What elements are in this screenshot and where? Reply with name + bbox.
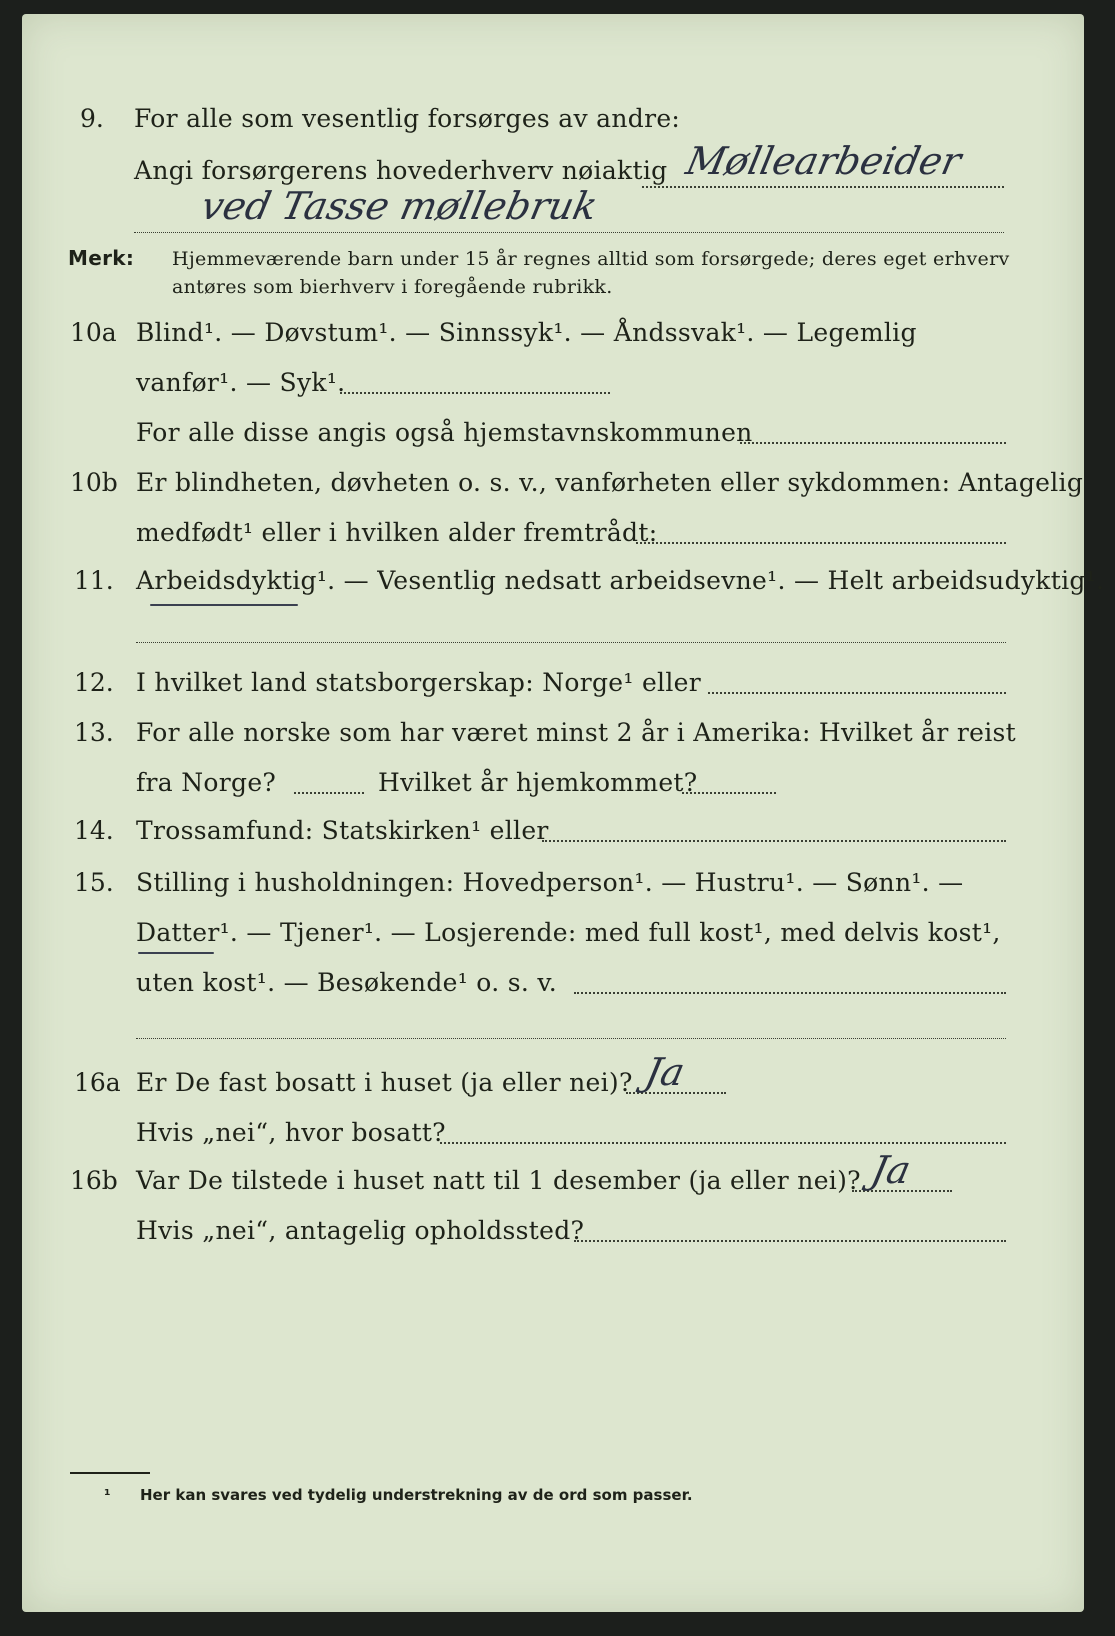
q15-number: 15. [74, 868, 114, 897]
q9-answer-line1 [642, 186, 1004, 188]
q9-text-line1: For alle som vesentlig forsørges av andre: [134, 104, 681, 133]
q12-answer-line [708, 692, 1006, 694]
q15-answer-line2 [136, 1038, 1006, 1039]
q16b-handwritten-answer: Ja [867, 1148, 915, 1192]
q16b-text-line2: Hvis „nei“, antagelig opholdssted? [136, 1216, 585, 1245]
census-form-page [22, 14, 1105, 1612]
q15-handwritten-underline [138, 952, 214, 954]
footnote-marker: ¹ [104, 1486, 111, 1504]
q10a-text-line1: Blind¹. — Døvstum¹. — Sinnssyk¹. — Åndssvak¹. — Legemlig [136, 318, 917, 347]
q10b-text-line1: Er blindheten, døvheten o. s. v., vanførheten eller sykdommen: Antagelig [136, 468, 1084, 497]
q9-number: 9. [80, 104, 104, 133]
q12-number: 12. [74, 668, 114, 697]
q16a-handwritten-answer: Ja [641, 1050, 689, 1094]
q16b-text-line1: Var De tilstede i huset natt til 1 desember (ja eller nei)? [136, 1166, 861, 1195]
q16b-number: 16b [70, 1166, 118, 1195]
q15-text-line1: Stilling i husholdningen: Hovedperson¹. — Hustru¹. — Sønn¹. — [136, 868, 964, 897]
q10b-text-line2: medfødt¹ eller i hvilken alder fremtrådt: [136, 518, 658, 547]
q10a-kommune-line [740, 442, 1006, 444]
q16a-text-line1: Er De fast bosatt i huset (ja eller nei)? [136, 1068, 633, 1097]
q11-text: Arbeidsdyktig¹. — Vesentlig nedsatt arbeidsevne¹. — Helt arbeidsudyktig¹. [136, 566, 1105, 595]
q10b-answer-line [636, 542, 1006, 544]
q16a-text-line2: Hvis „nei“, hvor bosatt? [136, 1118, 446, 1147]
q9-handwritten-answer2: ved Tasse møllebruk [197, 184, 602, 228]
q11-number: 11. [74, 566, 114, 595]
merk-label: Merk: [68, 246, 135, 270]
q12-text: I hvilket land statsborgerskap: Norge¹ eller [136, 668, 701, 697]
q10a-text-line2: vanfør¹. — Syk¹. [136, 368, 346, 397]
q16a-number: 16a [74, 1068, 121, 1097]
q14-number: 14. [74, 816, 114, 845]
q13-reist-line [294, 792, 364, 794]
q13-text-line1: For alle norske som har været minst 2 år i Amerika: Hvilket år reist [136, 718, 1017, 747]
q15-text-line3: uten kost¹. — Besøkende¹ o. s. v. [136, 968, 558, 997]
q13-text-line2b: Hvilket år hjemkommet? [378, 768, 698, 797]
q10b-number: 10b [70, 468, 118, 497]
q15-text-line2: Datter¹. — Tjener¹. — Losjerende: med full kost¹, med delvis kost¹, [136, 918, 1001, 947]
q16a-bosatt-line [440, 1142, 1006, 1144]
merk-text-line2: antøres som bierhverv i foregående rubrikk. [172, 276, 613, 298]
q9-handwritten-answer1: Møllearbeider [682, 139, 966, 183]
q9-text-line2: Angi forsørgerens hovederhverv nøiaktig [134, 156, 668, 185]
q11-handwritten-underline [150, 604, 298, 606]
q14-text: Trossamfund: Statskirken¹ eller [136, 816, 549, 845]
q13-hjemkommet-line [682, 792, 776, 794]
q13-number: 13. [74, 718, 114, 747]
q16b-opholdssted-line [574, 1240, 1006, 1242]
footnote-text: Her kan svares ved tydelig understrekning av de ord som passer. [140, 1486, 693, 1504]
q10a-number: 10a [70, 318, 117, 347]
q9-answer-line2 [134, 232, 1004, 233]
merk-text-line1: Hjemmeværende barn under 15 år regnes alltid som forsørgede; deres eget erhverv [172, 248, 1010, 270]
q15-answer-line [574, 992, 1006, 994]
q10a-text-line3: For alle disse angis også hjemstavnskommunen [136, 418, 753, 447]
q10a-syk-line [340, 392, 610, 394]
q14-answer-line [542, 840, 1006, 842]
q13-text-line2a: fra Norge? [136, 768, 277, 797]
footnote-separator [70, 1472, 150, 1474]
q11-answer-line [136, 642, 1006, 643]
